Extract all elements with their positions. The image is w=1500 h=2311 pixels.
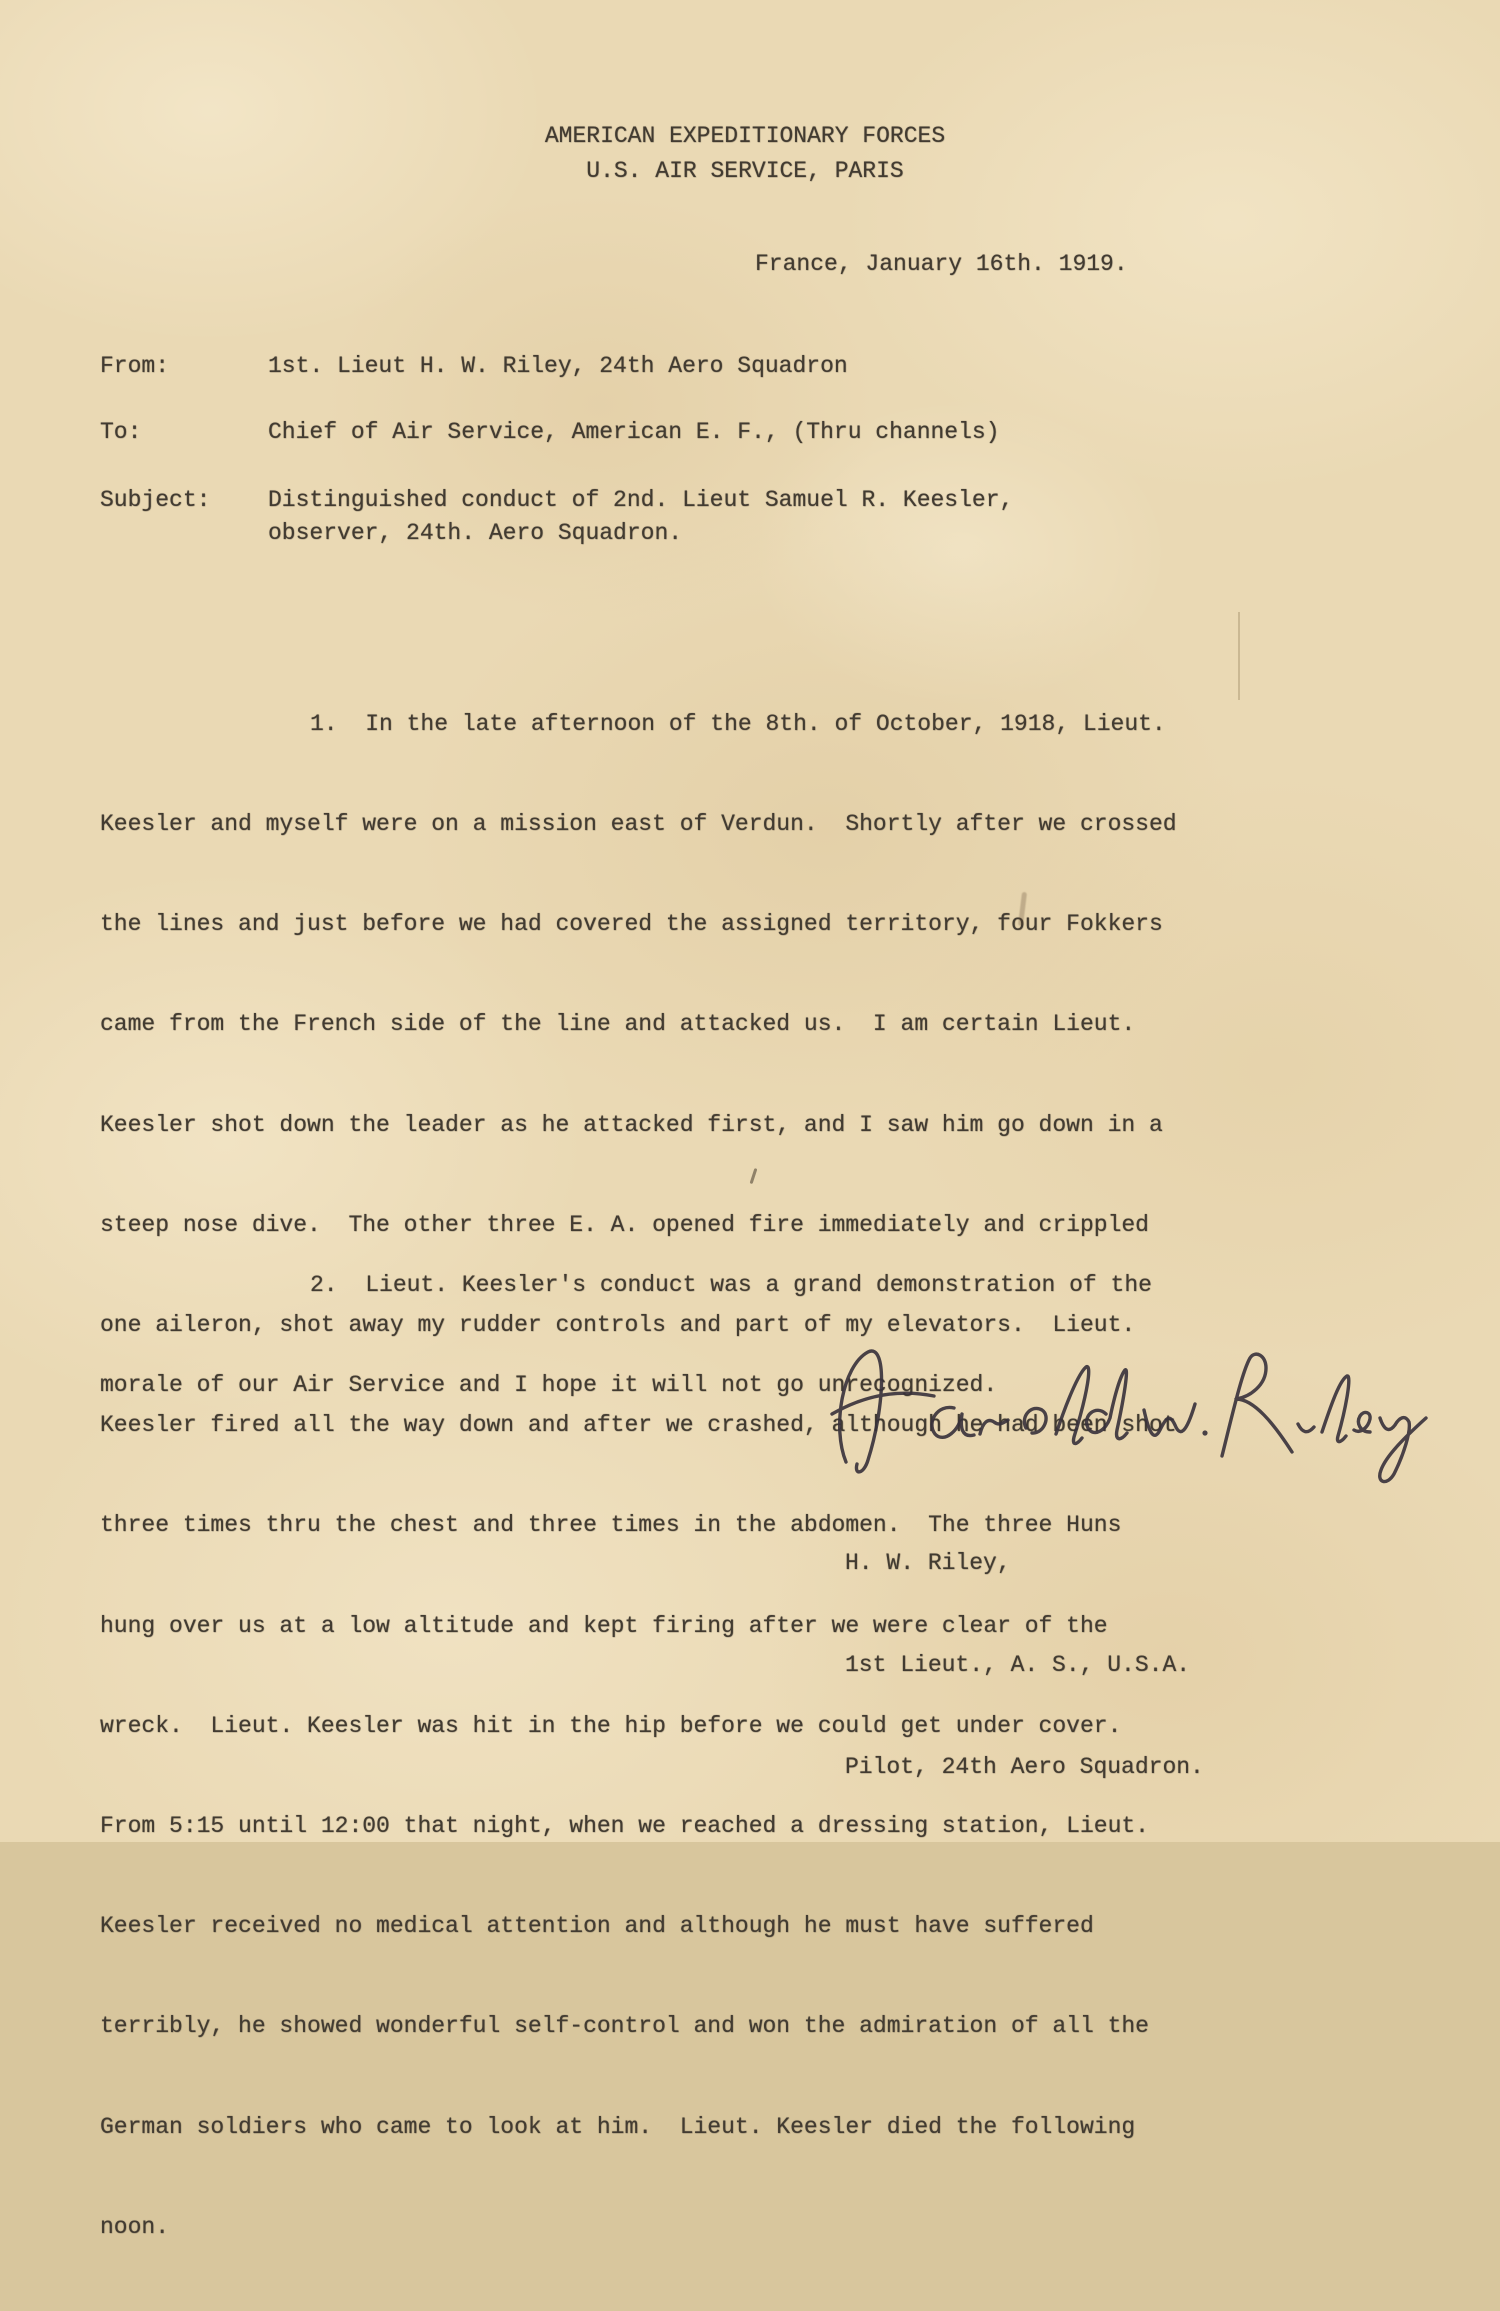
from-value: 1st. Lieut H. W. Riley, 24th Aero Squadron [268,353,848,379]
body-line: From 5:15 until 12:00 that night, when we reached a dressing station, Lieut. [100,1813,1149,1840]
body-line: one aileron, shot away my rudder controls and part of my elevators. Lieut. [100,1312,1136,1339]
body-line: morale of our Air Service and I hope it will not go unrecognized. [100,1372,998,1399]
letterhead-line-1: AMERICAN EXPEDITIONARY FORCES [544,123,946,149]
signature-title-line: Pilot, 24th Aero Squadron. [845,1754,1204,1780]
subject-value-line-1: Distinguished conduct of 2nd. Lieut Samuel R. Keesler, [268,487,1014,513]
date-line: France, January 16th. 1919. [755,251,1128,277]
body-line: the lines and just before we had covered the assigned territory, four Fokkers [100,911,1163,938]
body-line: 2. Lieut. Keesler's conduct was a grand demonstration of the [310,1271,1152,1298]
body-line: noon. [100,2213,170,2240]
body-line: German soldiers who came to look at him. Lieut. Keesler died the following [100,2113,1136,2140]
letterhead-line-2: U.S. AIR SERVICE, PARIS [586,158,904,184]
body-line: 1. In the late afternoon of the 8th. of October, 1918, Lieut. [310,710,1166,737]
body-line: Keesler shot down the leader as he attacked first, and I saw him go down in a [100,1111,1163,1138]
signature-block [845,1478,1204,1852]
to-label: To: [100,419,142,445]
body-line: terribly, he showed wonderful self-control and won the admiration of all the [100,2013,1149,2040]
body-line: wreck. Lieut. Keesler was hit in the hip before we could get under cover. [100,1712,1122,1739]
body-line: steep nose dive. The other three E. A. opened fire immediately and crippled [100,1211,1149,1238]
from-label: From: [100,353,170,379]
paper-crease-line [1238,612,1240,700]
signature-name-line: H. W. Riley, [845,1550,1011,1576]
subject-value-line-2: observer, 24th. Aero Squadron. [268,520,683,546]
to-value: Chief of Air Service, American E. F., (Thru channels) [268,419,1000,445]
body-line: hung over us at a low altitude and kept firing after we were clear of the [100,1612,1108,1639]
body-line: Keesler received no medical attention and although he must have suffered [100,1913,1094,1940]
body-line: Keesler and myself were on a mission east of Verdun. Shortly after we crossed [100,811,1177,838]
signature-rank-line: 1st Lieut., A. S., U.S.A. [845,1652,1191,1678]
body-line: Keesler fired all the way down and after we crashed, although he had been shot [100,1412,1177,1439]
subject-label: Subject: [100,487,211,513]
body-line: three times thru the chest and three times in the abdomen. The three Huns [100,1512,1122,1539]
body-line: came from the French side of the line and attacked us. I am certain Lieut. [100,1011,1136,1038]
